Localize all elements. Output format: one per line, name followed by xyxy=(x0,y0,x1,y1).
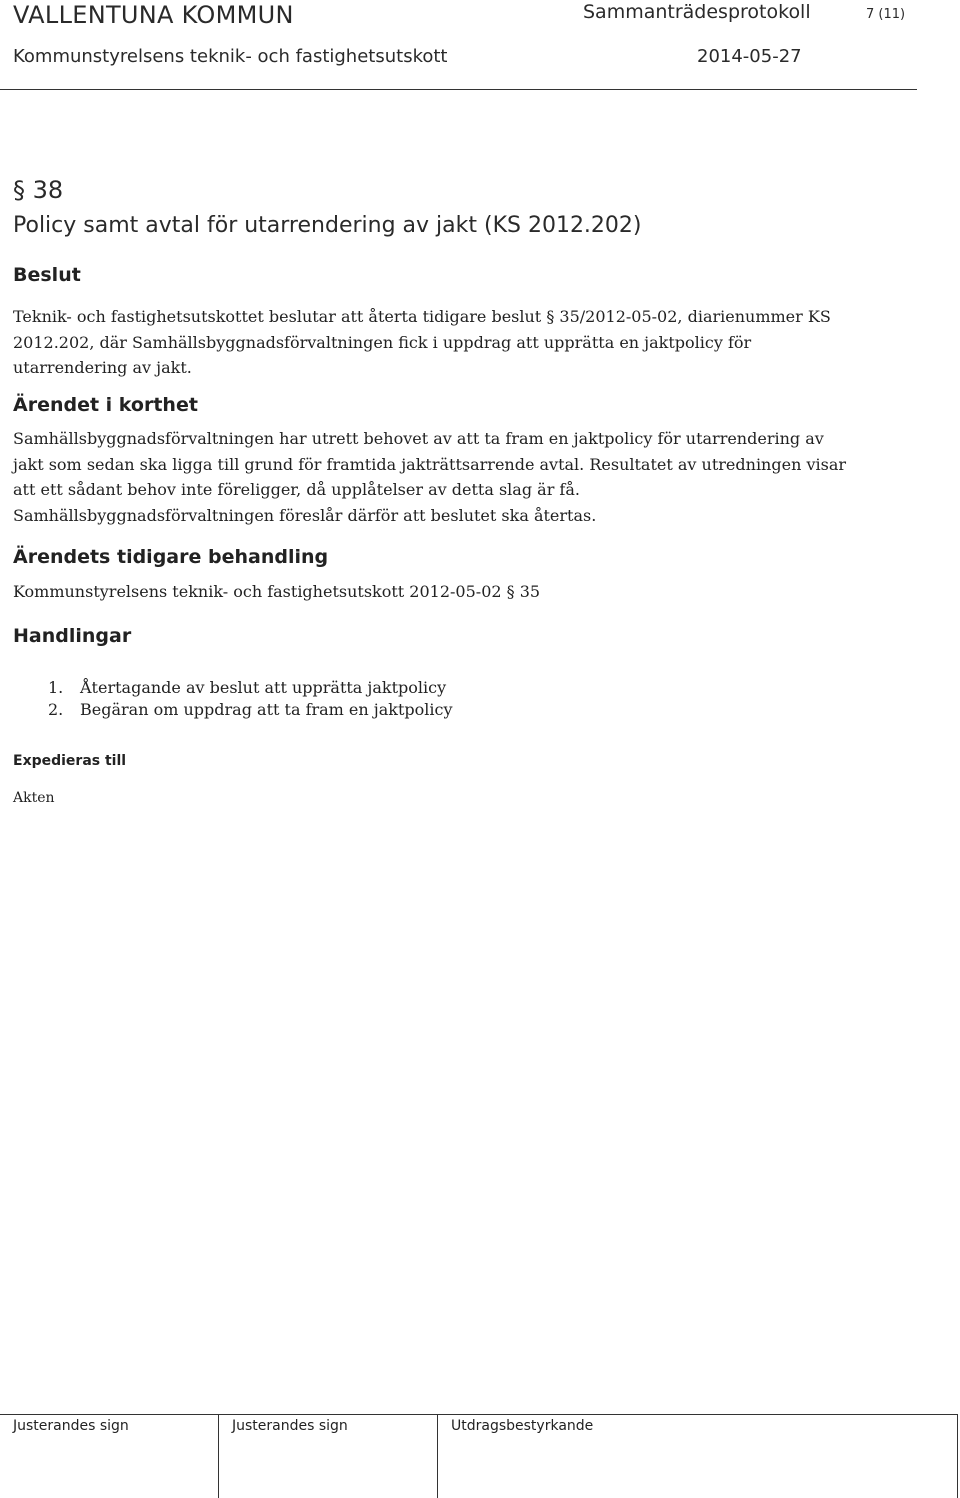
history-text: Kommunstyrelsens teknik- och fastighetsutskott 2012-05-02 § 35 xyxy=(13,582,541,601)
decision-line: utarrendering av jakt. xyxy=(13,358,192,377)
document-item xyxy=(13,699,453,721)
certification-cell: Utdragsbestyrkande xyxy=(438,1415,958,1498)
documents-list xyxy=(13,677,453,721)
signature-cell-2: Justerandes sign xyxy=(219,1415,438,1498)
summary-line: att ett sådant behov inte föreligger, då upplåtelser av detta slag är få. xyxy=(13,480,580,499)
decision-heading: Beslut xyxy=(13,264,81,286)
page-number: 7 (11) xyxy=(866,7,906,22)
document-number: 1. xyxy=(48,678,64,697)
meeting-date: 2014-05-27 xyxy=(697,46,802,67)
summary-line: jakt som sedan ska ligga till grund för framtida jakträttsarrende avtal. Resultatet av utredningen visar xyxy=(13,454,847,474)
summary-text xyxy=(13,426,846,528)
organization-name: VALLENTUNA KOMMUN xyxy=(13,1,294,29)
summary-line: Samhällsbyggnadsförvaltningen har utrett behovet av att ta fram en jaktpolicy för utarrendering av xyxy=(13,429,824,448)
paragraph-title: Policy samt avtal för utarrendering av jakt (KS 2012.202) xyxy=(13,213,642,238)
document-title: Återtagande av beslut att upprätta jaktpolicy xyxy=(80,678,447,697)
signature-footer xyxy=(0,1414,958,1498)
sent-to-heading: Expedieras till xyxy=(13,753,127,769)
decision-line: 2012.202, där Samhällsbyggnadsförvaltningen fick i uppdrag att upprätta en jaktpolicy för xyxy=(13,332,752,352)
decision-text xyxy=(13,304,831,381)
sent-to-recipient: Akten xyxy=(13,790,55,806)
summary-heading: Ärendet i korthet xyxy=(13,394,198,416)
paragraph-number: § 38 xyxy=(13,176,64,204)
documents-heading: Handlingar xyxy=(13,625,132,647)
decision-line: Teknik- och fastighetsutskottet beslutar att återta tidigare beslut § 35/2012-05-02, diarienummer KS xyxy=(13,307,831,326)
signature-cell-1: Justerandes sign xyxy=(0,1415,219,1498)
header-divider xyxy=(0,89,917,90)
summary-line: Samhällsbyggnadsförvaltningen föreslår därför att beslutet ska återtas. xyxy=(13,505,597,525)
document-title: Begäran om uppdrag att ta fram en jaktpolicy xyxy=(80,700,453,719)
committee-name: Kommunstyrelsens teknik- och fastighetsutskott xyxy=(13,46,448,67)
document-number: 2. xyxy=(48,700,64,719)
history-heading: Ärendets tidigare behandling xyxy=(13,546,329,568)
document-type: Sammanträdesprotokoll xyxy=(583,1,811,23)
document-item xyxy=(13,677,453,699)
